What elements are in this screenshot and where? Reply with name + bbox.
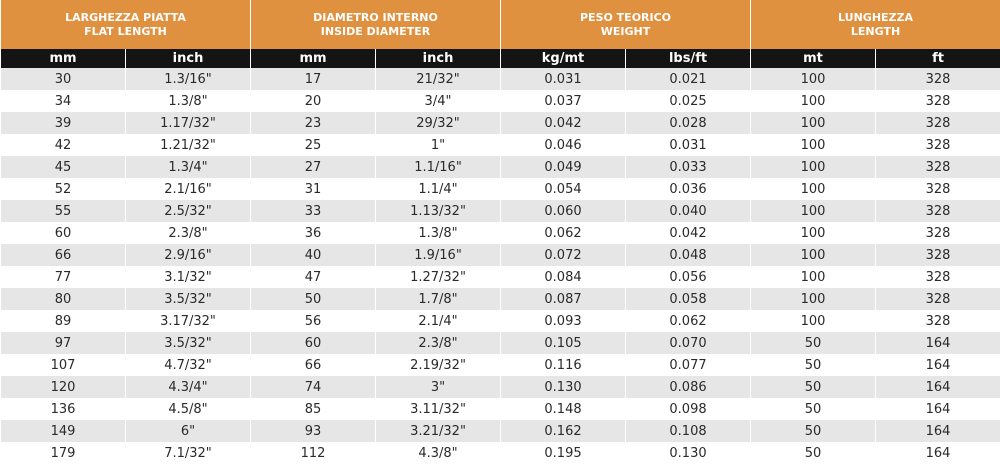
table-cell: 0.031 [501, 68, 626, 90]
table-cell: 0.077 [626, 354, 751, 376]
table-cell: 50 [751, 376, 876, 398]
table-cell: 60 [251, 332, 376, 354]
table-cell: 0.040 [626, 200, 751, 222]
table-cell: 136 [1, 398, 126, 420]
group-header-line2: LENGTH [850, 24, 901, 38]
table-cell: 50 [251, 288, 376, 310]
table-cell: 1.27/32" [376, 266, 501, 288]
table-cell: 100 [751, 310, 876, 332]
group-header-line1: LARGHEZZA PIATTA [65, 10, 186, 24]
table-cell: 21/32" [376, 68, 501, 90]
table-cell: 4.5/8" [126, 398, 251, 420]
table-row [1, 200, 1000, 222]
table-cell: 45 [1, 156, 126, 178]
table-cell: 0.042 [501, 112, 626, 134]
table-cell: 0.070 [626, 332, 751, 354]
table-cell: 55 [1, 200, 126, 222]
unit-header-cell: mm [251, 49, 376, 68]
unit-header-cell: lbs/ft [626, 49, 751, 68]
table-cell: 164 [876, 420, 1000, 442]
table-cell: 164 [876, 442, 1000, 464]
table-row [1, 134, 1000, 156]
table-cell: 164 [876, 398, 1000, 420]
table-cell: 3.17/32" [126, 310, 251, 332]
group-header-line2: INSIDE DIAMETER [320, 24, 431, 38]
table-cell: 1.21/32" [126, 134, 251, 156]
table-cell: 80 [1, 288, 126, 310]
table-cell: 0.028 [626, 112, 751, 134]
table-cell: 0.042 [626, 222, 751, 244]
table-cell: 0.072 [501, 244, 626, 266]
group-header-length [751, 0, 1000, 49]
table-row [1, 156, 1000, 178]
unit-header-cell: mm [1, 49, 126, 68]
table-cell: 328 [876, 134, 1000, 156]
table-cell: 1.13/32" [376, 200, 501, 222]
table-cell: 0.054 [501, 178, 626, 200]
table-cell: 50 [751, 420, 876, 442]
group-header-row [1, 0, 1000, 49]
table-cell: 17 [251, 68, 376, 90]
table-cell: 66 [1, 244, 126, 266]
table-cell: 39 [1, 112, 126, 134]
table-cell: 100 [751, 200, 876, 222]
table-cell: 66 [251, 354, 376, 376]
table-cell: 1.7/8" [376, 288, 501, 310]
table-cell: 0.148 [501, 398, 626, 420]
table-cell: 50 [751, 442, 876, 464]
table-cell: 31 [251, 178, 376, 200]
group-header-line1: LUNGHEZZA [838, 10, 914, 24]
table-cell: 47 [251, 266, 376, 288]
table-cell: 328 [876, 156, 1000, 178]
table-cell: 1.3/8" [126, 90, 251, 112]
table-cell: 0.025 [626, 90, 751, 112]
table-cell: 6" [126, 420, 251, 442]
table-cell: 2.5/32" [126, 200, 251, 222]
group-header-line2: WEIGHT [600, 24, 651, 38]
table-cell: 0.060 [501, 200, 626, 222]
table-cell: 1.3/16" [126, 68, 251, 90]
table-cell: 0.130 [626, 442, 751, 464]
table-row [1, 112, 1000, 134]
table-cell: 0.105 [501, 332, 626, 354]
table-body [1, 68, 1000, 464]
table-cell: 40 [251, 244, 376, 266]
table-cell: 0.037 [501, 90, 626, 112]
table-row [1, 266, 1000, 288]
table-cell: 74 [251, 376, 376, 398]
table-cell: 50 [751, 332, 876, 354]
table-cell: 3.21/32" [376, 420, 501, 442]
table-cell: 164 [876, 332, 1000, 354]
table-cell: 100 [751, 112, 876, 134]
table-row [1, 244, 1000, 266]
table-cell: 328 [876, 112, 1000, 134]
table-cell: 33 [251, 200, 376, 222]
table-cell: 328 [876, 288, 1000, 310]
table-cell: 34 [1, 90, 126, 112]
unit-header-cell: inch [376, 49, 501, 68]
table-cell: 97 [1, 332, 126, 354]
table-cell: 2.9/16" [126, 244, 251, 266]
table-cell: 100 [751, 244, 876, 266]
unit-header-cell: mt [751, 49, 876, 68]
table-cell: 2.3/8" [376, 332, 501, 354]
table-cell: 0.130 [501, 376, 626, 398]
table-cell: 149 [1, 420, 126, 442]
table-cell: 1.3/8" [376, 222, 501, 244]
table-cell: 328 [876, 90, 1000, 112]
table-cell: 0.048 [626, 244, 751, 266]
table-cell: 0.195 [501, 442, 626, 464]
table-cell: 164 [876, 354, 1000, 376]
table-cell: 100 [751, 222, 876, 244]
unit-header-cell: ft [876, 49, 1000, 68]
table-row [1, 222, 1000, 244]
unit-header-row [1, 49, 1000, 68]
table-cell: 1.1/4" [376, 178, 501, 200]
group-header-flat-length [1, 0, 251, 49]
table-cell: 100 [751, 90, 876, 112]
table-cell: 3.1/32" [126, 266, 251, 288]
table-row [1, 442, 1000, 464]
table-cell: 0.086 [626, 376, 751, 398]
table-cell: 2.1/16" [126, 178, 251, 200]
table-cell: 0.087 [501, 288, 626, 310]
table-cell: 93 [251, 420, 376, 442]
table-cell: 0.033 [626, 156, 751, 178]
table-cell: 328 [876, 68, 1000, 90]
table-cell: 60 [1, 222, 126, 244]
table-cell: 0.162 [501, 420, 626, 442]
table-cell: 42 [1, 134, 126, 156]
table-cell: 0.031 [626, 134, 751, 156]
table-cell: 30 [1, 68, 126, 90]
table-cell: 328 [876, 310, 1000, 332]
table-cell: 3.11/32" [376, 398, 501, 420]
table-cell: 29/32" [376, 112, 501, 134]
table-cell: 0.084 [501, 266, 626, 288]
table-cell: 2.3/8" [126, 222, 251, 244]
table-cell: 100 [751, 134, 876, 156]
table-cell: 328 [876, 244, 1000, 266]
table-cell: 4.7/32" [126, 354, 251, 376]
table-cell: 36 [251, 222, 376, 244]
table-cell: 85 [251, 398, 376, 420]
table-cell: 179 [1, 442, 126, 464]
table-cell: 0.093 [501, 310, 626, 332]
group-header-line2: FLAT LENGTH [84, 24, 167, 38]
table-cell: 27 [251, 156, 376, 178]
table-cell: 0.108 [626, 420, 751, 442]
table-cell: 100 [751, 68, 876, 90]
table-cell: 0.021 [626, 68, 751, 90]
table-row [1, 398, 1000, 420]
table-row [1, 90, 1000, 112]
table-cell: 1.17/32" [126, 112, 251, 134]
table-cell: 0.049 [501, 156, 626, 178]
table-cell: 328 [876, 222, 1000, 244]
unit-header-cell: kg/mt [501, 49, 626, 68]
table-cell: 3.5/32" [126, 332, 251, 354]
table-cell: 100 [751, 266, 876, 288]
table-cell: 328 [876, 200, 1000, 222]
table-row [1, 376, 1000, 398]
table-cell: 23 [251, 112, 376, 134]
table-row [1, 288, 1000, 310]
table-cell: 50 [751, 398, 876, 420]
table-cell: 0.058 [626, 288, 751, 310]
table-cell: 328 [876, 266, 1000, 288]
table-row [1, 310, 1000, 332]
table-cell: 4.3/4" [126, 376, 251, 398]
table-cell: 0.062 [501, 222, 626, 244]
table-cell: 0.062 [626, 310, 751, 332]
table-cell: 0.046 [501, 134, 626, 156]
table-cell: 107 [1, 354, 126, 376]
table-cell: 56 [251, 310, 376, 332]
table-cell: 3.5/32" [126, 288, 251, 310]
group-header-weight [501, 0, 751, 49]
table-cell: 89 [1, 310, 126, 332]
table-cell: 164 [876, 376, 1000, 398]
table-cell: 0.116 [501, 354, 626, 376]
table-cell: 1" [376, 134, 501, 156]
table-cell: 3" [376, 376, 501, 398]
table-cell: 1.1/16" [376, 156, 501, 178]
table-cell: 100 [751, 156, 876, 178]
table-cell: 112 [251, 442, 376, 464]
table-cell: 100 [751, 178, 876, 200]
table-cell: 2.19/32" [376, 354, 501, 376]
table-row [1, 178, 1000, 200]
group-header-line1: PESO TEORICO [580, 10, 672, 24]
table-row [1, 420, 1000, 442]
table-cell: 0.056 [626, 266, 751, 288]
group-header-inside-diameter [251, 0, 501, 49]
table-cell: 3/4" [376, 90, 501, 112]
group-header-line1: DIAMETRO INTERNO [313, 10, 438, 24]
table-cell: 100 [751, 288, 876, 310]
table-cell: 50 [751, 354, 876, 376]
unit-header-cell: inch [126, 49, 251, 68]
table-cell: 328 [876, 178, 1000, 200]
table-cell: 2.1/4" [376, 310, 501, 332]
table-row [1, 354, 1000, 376]
table-cell: 52 [1, 178, 126, 200]
table-cell: 1.3/4" [126, 156, 251, 178]
table-cell: 120 [1, 376, 126, 398]
table-row [1, 332, 1000, 354]
table-row [1, 68, 1000, 90]
table-cell: 7.1/32" [126, 442, 251, 464]
table-cell: 25 [251, 134, 376, 156]
table-cell: 1.9/16" [376, 244, 501, 266]
table-cell: 4.3/8" [376, 442, 501, 464]
table-cell: 0.098 [626, 398, 751, 420]
table-cell: 20 [251, 90, 376, 112]
table-cell: 77 [1, 266, 126, 288]
table-cell: 0.036 [626, 178, 751, 200]
